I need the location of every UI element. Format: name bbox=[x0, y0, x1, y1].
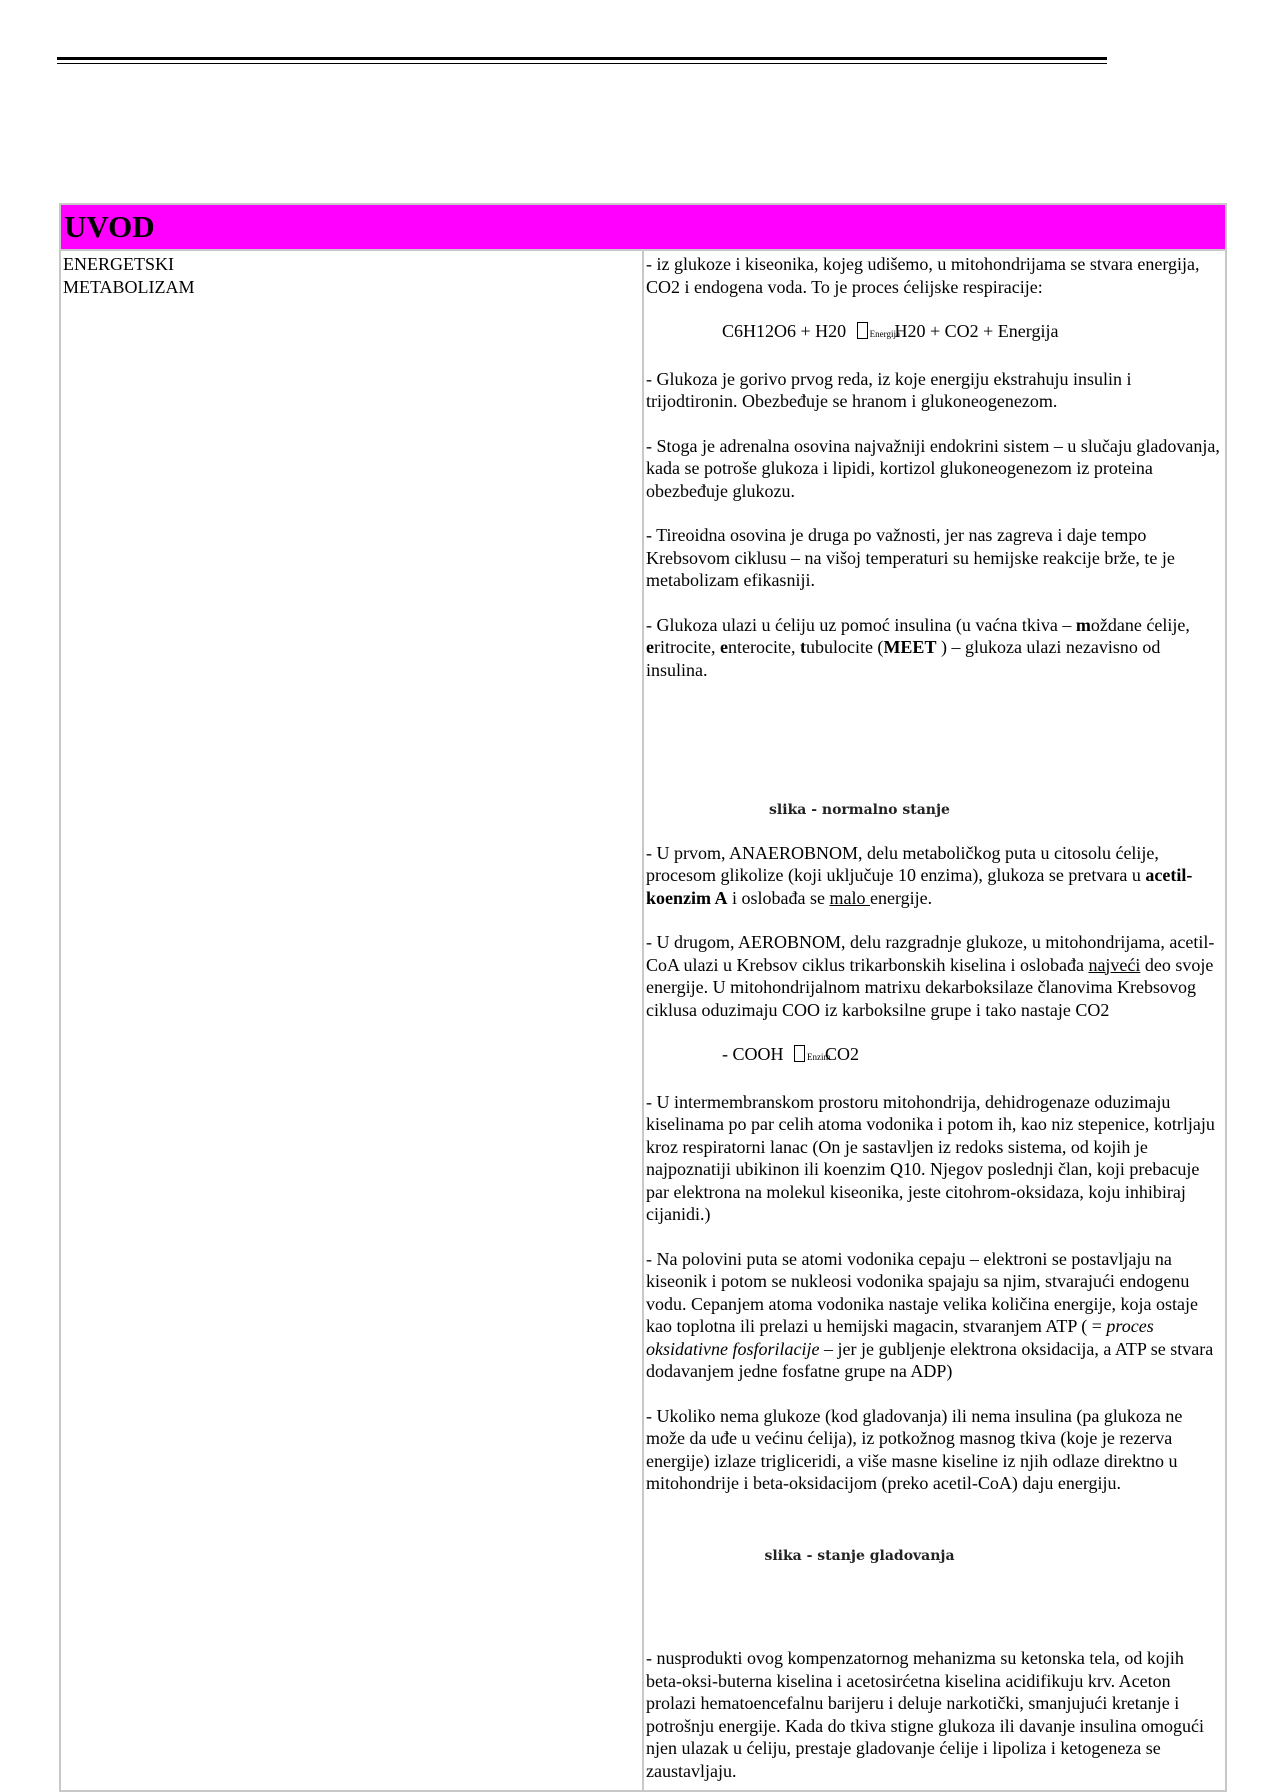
equation-respiration bbox=[646, 320, 1223, 346]
arrow-icon bbox=[794, 1045, 805, 1062]
paragraph-10: - Ukoliko nema glukoze (kod gladovanja) ili nema insulina (pa glukoza ne može da uđe u većinu ćelija), iz potkožnog masnog tkiva (koje je rezerva energije) izlaze trigliceridi, a više masne kiseline iz njih odlaze direktno u mitohondrije i beta-oksidacijom (preko acetil-CoA) daju energiju. bbox=[646, 1405, 1183, 1493]
topic-label-line2: METABOLIZAM bbox=[63, 277, 195, 297]
paragraph-7: - U drugom, AEROBNOM, delu razgradnje glukoze, u mitohondrijama, acetil-CoA ulazi u Krebsov ciklus trikarbonskih kiselina i oslobađa najveći deo svoje energije. U mitohondrijalnom matrixu dekarboksilaze članovima Krebsovog ciklusa oduzimaju COO iz karboksilne grupe i tako nastaje CO2 bbox=[646, 932, 1215, 1020]
paragraph-2: - Glukoza je gorivo prvog reda, iz koje energiju ekstrahuju insulin i trijodtironin. Obezbeđuje se hranom i glukoneogenezom. bbox=[646, 368, 1132, 411]
top-rule bbox=[57, 57, 1107, 64]
arrow-label: Energija bbox=[869, 329, 900, 339]
paragraph-8: - U intermembranskom prostoru mitohondrija, dehidrogenaze oduzimaju kiselinama po par celih atoma vodonika i potom ih, kao niz stepenice, kotrljaju kroz respiratorni lanac (On je sastavljen iz redoks sistema, od kojih je najpoznatiji ubikinon ili koenzim Q10. Njegov poslednji član, koji prebacuje par elektrona na molekul kiseonika, jeste citohrom-oksidaza, koju inhibiraj cijanidi.) bbox=[646, 1091, 1215, 1224]
paragraph-6: - U prvom, ANAEROBNOM, delu metaboličkog puta u citosolu ćelije, procesom glikolize (koji uključuje 10 enzima), glukoza se pretvara u acetil-koenzim A i oslobađa se malo energije. bbox=[646, 842, 1193, 908]
paragraph-4: - Tireoidna osovina je druga po važnosti, jer nas zagreva i daje tempo Krebsovom ciklusu – na višoj temperaturi su hemijske reakcije brže, te je metabolizam efikasniji. bbox=[646, 525, 1175, 590]
equation-right: H20 + CO2 + Energija bbox=[894, 321, 1059, 341]
equation-right: CO2 bbox=[825, 1044, 860, 1064]
topic-label-cell bbox=[60, 250, 643, 1791]
arrow-label: Enzim bbox=[807, 1052, 831, 1062]
arrow-icon bbox=[857, 322, 868, 339]
equation-left: C6H12O6 + H20 bbox=[722, 321, 847, 341]
equation-decarboxylation bbox=[646, 1043, 1223, 1069]
image-caption-normal: slika - normalno stanje bbox=[769, 802, 950, 818]
paragraph-11: - nusprodukti ovog kompenzatornog mehanizma su ketonska tela, od kojih beta-oksi-buterna kiselina i acetosirćetna kiselina acidifikuju krv. Aceton prolazi hematoencefalnu barijeru i deluje narkotički, smanjujući kretanje i potrošnju energije. Kada do tkiva stigne glukoza ili davanje insulina omogući njen ulazak u ćeliju, prestaje gladovanje ćelije i lipoliza i ketogeneza se zaustavljaju. bbox=[646, 1648, 1205, 1781]
paragraph-1: - iz glukoze i kiseonika, kojeg udišemo, u mitohondrijama se stvara energija, CO2 i endogena voda. To je proces ćelijske respiracije: bbox=[646, 254, 1200, 297]
paragraph-9: - Na polovini puta se atomi vodonika cepaju – elektroni se postavljaju na kiseonik i potom se nukleosi vodonika spajaju sa njim, stvarajući endogenu vodu. Cepanjem atoma vodonika nastaje velika količina energije, koja ostaje kao toplotna ili prelazi u hemijski magacin, stvaranjem ATP ( = proces oksidativne fosforilacije – jer je gubljenje elektrona oksidacija, a ATP se stvara dodavanjem jedne fosfatne grupe na ADP) bbox=[646, 1248, 1214, 1381]
content-table bbox=[59, 203, 1227, 1792]
paragraph-3: - Stoga je adrenalna osovina najvažniji endokrini sistem – u slučaju gladovanja, kada se potroše glukoza i lipidi, kortizol glukoneogenezom iz proteina obezbeđuje glukozu. bbox=[646, 435, 1220, 501]
topic-content-cell bbox=[643, 250, 1226, 1791]
equation-left: - COOH bbox=[722, 1044, 784, 1064]
meet-acronym: MEET bbox=[883, 637, 937, 657]
section-title: UVOD bbox=[64, 209, 155, 244]
paragraph-5: - Glukoza ulazi u ćeliju uz pomoć insulina (u vaćna tkiva – moždane ćelije, eritrocite, enterocite, tubulocite (MEET ) – glukoza ulazi nezavisno od insulina. bbox=[646, 614, 1190, 680]
title-cell bbox=[60, 204, 1226, 250]
topic-label-line1: ENERGETSKI bbox=[63, 254, 174, 274]
image-caption-starvation: slika - stanje gladovanja bbox=[764, 1547, 955, 1564]
